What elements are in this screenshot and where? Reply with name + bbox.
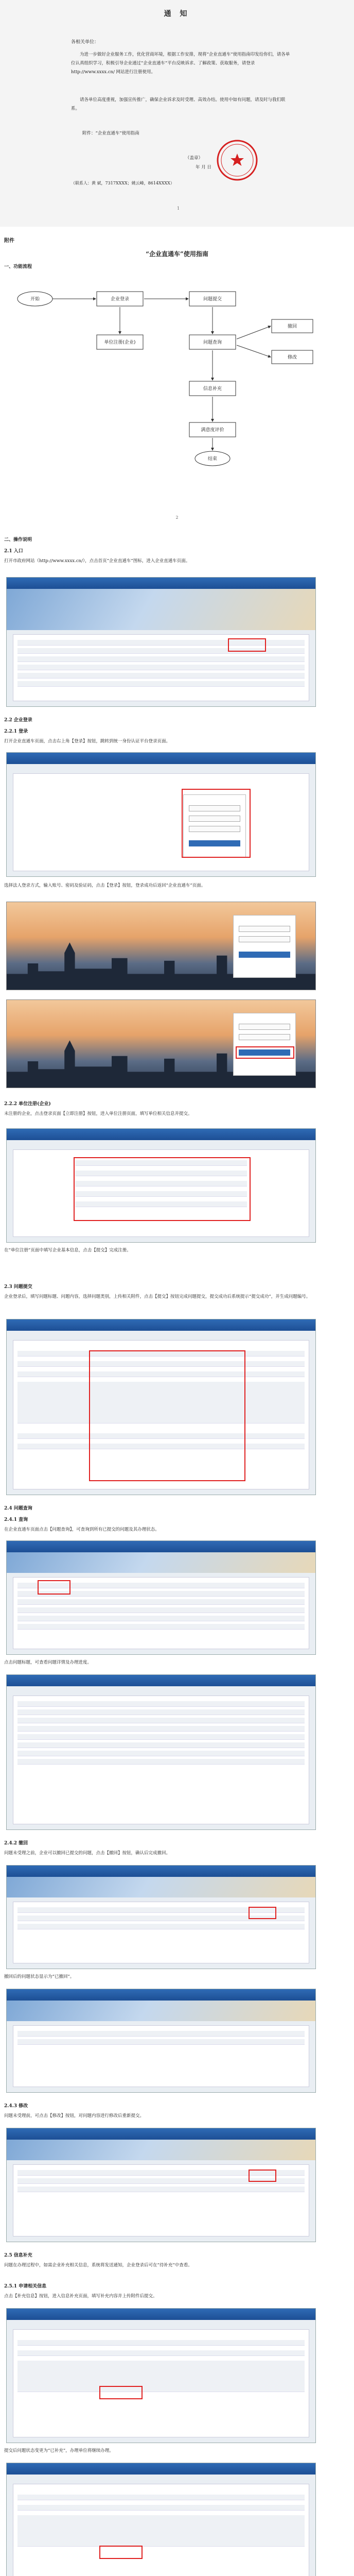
flow-end-label: 结束 [207,456,218,462]
highlight-box [182,789,251,858]
modify-screenshot [6,2128,316,2242]
query-text-2: 点击问题标题，可查看问题详情及办理进度。 [4,1660,92,1665]
flow-query-label: 问题查询 [203,340,222,345]
notice-page [0,0,354,227]
notice-paragraph-2: 请各单位高度重视，加强宣传推广，确保企业诉求及时受理、高效办结。使用中如有问题，请及时与我们联系。 [71,97,286,111]
supplement-1-text-2: 提交后问题状态变更为“已补充”，办理单位将继续办理。 [4,2448,114,2453]
register-screenshot [6,1128,316,1243]
portal-screenshot [6,577,316,707]
submit-form-screenshot [6,1319,316,1495]
register-text: 未注册的企业，点击登录页面【立即注册】按钮，进入单位注册页面，填写单位相关信息并提交。 [4,1111,192,1116]
query-list-screenshot [6,1540,316,1655]
register-text-2: 在“单位注册”页面中填写企业基本信息，点击【提交】完成注册。 [4,1248,131,1253]
flow-modify-label: 修改 [287,355,297,360]
page-number: 2 [175,515,179,520]
section-heading: 2.3 问题提交 [4,1284,32,1290]
highlight-box [99,2546,143,2559]
flow-submit-label: 问题提交 [203,297,222,302]
section-heading: 2.5 信息补充 [4,2253,32,2258]
flow-evaluate-label: 满意度评价 [201,428,224,433]
supplement-screenshot [6,2308,316,2443]
highlight-box [249,2170,276,2182]
notice-contact: （联系人：黄 斌，7317XXXX；姚云峰，8614XXXX） [71,181,174,185]
highlight-box [89,1350,245,1481]
notice-date: 年 月 日 [196,165,211,170]
withdraw-text-2: 撤回后的问题状态显示为“已撤回”。 [4,1974,75,1979]
notice-title: 通 知 [164,10,190,18]
flow-withdraw-label: 撤回 [287,324,297,329]
notice-recipient: 各相关单位： [71,40,99,45]
section-heading: 2.4.2 撤回 [4,1841,28,1846]
login-text-2: 选择法人登录方式，输入账号、密码及验证码，点击【登录】按钮，登录成功后返回“企业直通车”页面。 [4,883,206,888]
notice-attachment: 附件：“企业直通车”使用指南 [82,131,139,136]
section-heading: 2.4.3 修改 [4,2104,28,2109]
highlight-box [249,1907,276,1919]
flow-start-label: 开始 [30,297,40,302]
highlight-box [99,2386,143,2399]
highlight-box [38,1580,70,1595]
city-skyline-login-image [6,999,316,1088]
supplement-form-screenshot [6,2463,316,2576]
city-skyline-login-image [6,902,316,990]
highlight-box [74,1157,251,1221]
attachment-label: 附件 [4,238,14,244]
withdraw-result-screenshot [6,1989,316,2093]
login-page-screenshot [6,752,316,877]
section-heading: 2.2.1 登录 [4,729,28,734]
guide-title: “企业直通车”使用指南 [146,250,208,258]
supplement-text: 问题在办理过程中，如需企业补充相关信息，系统将发送通知，企业登录后可在“待补充”中查看。 [4,2263,192,2268]
official-seal-icon [216,139,258,181]
section-heading: 2.2.2 单位注册(企业) [4,1101,51,1107]
submit-text: 企业登录后，填写问题标题、问题内容，选择问题类别，上传相关附件，点击【提交】按钮完成问题提交，提交成功后系统提示“提交成功”，并生成问题编号。 [4,1294,311,1299]
page-number: 1 [177,206,180,211]
section-heading: 2.2 企业登录 [4,718,32,723]
query-detail-screenshot [6,1674,316,1830]
notice-paragraph-1: 为进一步做好企业服务工作，优化营商环境，根据工作安排，现将“企业直通车”使用指南印发给你们，请各单位认真组织学习，积极引导企业通过“企业直通车”平台反映诉求、了解政策、获取服务，请登录 http://www.xxxx.cn/ 网站进行注册使用。 [71,52,290,75]
section-heading: 二、操作说明 [4,537,32,543]
entry-text: 打开市政府网站（http://www.xxxx.cn/），点击首页“企业直通车”图标，进入企业直通车页面。 [4,558,190,564]
withdraw-text: 问题未受理之前，企业可以撤回已提交的问题，点击【撤回】按钮，确认后完成撤回。 [4,1851,171,1856]
section-heading: 2.1 入口 [4,549,23,554]
section-heading: 2.4.1 查询 [4,1517,28,1522]
highlight-box [228,638,266,652]
section-heading: 一、功能流程 [4,264,32,269]
notice-org: （盖章） [185,156,203,161]
flow-login-label: 企业登录 [110,297,130,302]
section-heading: 2.4 问题查询 [4,1506,32,1511]
modify-text: 问题未受理前，可点击【修改】按钮，对问题内容进行修改后重新提交。 [4,2113,145,2119]
guide-page [0,227,354,2576]
withdraw-screenshot [6,1865,316,1969]
flow-supplement-label: 信息补充 [203,386,222,392]
login-text: 打开企业直通车页面，点击右上角【登录】按钮，跳转到统一身份认证平台登录页面。 [4,739,171,744]
query-text: 在企业直通车页面点击【问题查询】，可查询到所有已提交的问题及其办理状态。 [4,1527,160,1532]
section-heading: 2.5.1 申请相关信息 [4,2284,47,2289]
flow-register-label: 单位注册(企业) [104,340,136,345]
process-flowchart [4,273,350,479]
highlight-box [236,1046,294,1059]
supplement-1-text: 点击【补充信息】按钮，进入信息补充页面，填写补充内容并上传附件后提交。 [4,2294,157,2299]
